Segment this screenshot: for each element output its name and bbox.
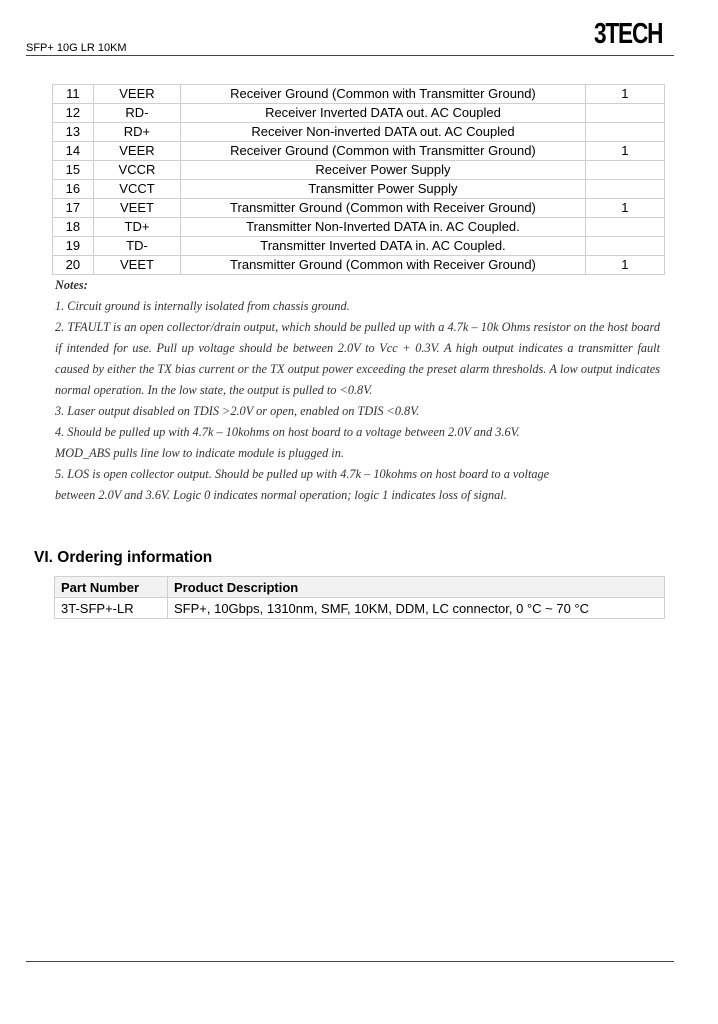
pin-number: 14 <box>53 142 94 161</box>
table-row <box>53 199 665 218</box>
pin-note-ref <box>585 161 664 180</box>
pin-note-ref <box>585 180 664 199</box>
pin-description: Receiver Non-inverted DATA out. AC Coupled <box>181 123 586 142</box>
table-row <box>53 218 665 237</box>
notes-title: Notes: <box>55 278 88 292</box>
note-4-continued: MOD_ABS pulls line low to indicate module is plugged in. <box>55 446 344 460</box>
pin-number: 12 <box>53 104 94 123</box>
pin-description: Receiver Power Supply <box>181 161 586 180</box>
table-row <box>53 256 665 275</box>
brand-logo: 3TECH <box>594 18 663 50</box>
pin-note-ref <box>585 123 664 142</box>
pin-description: Transmitter Non-Inverted DATA in. AC Coupled. <box>181 218 586 237</box>
part-number-cell: 3T-SFP+-LR <box>55 598 168 619</box>
pin-number: 19 <box>53 237 94 256</box>
ordering-section-heading: VI. Ordering information <box>34 549 213 566</box>
pin-number: 18 <box>53 218 94 237</box>
pin-name: VCCT <box>93 180 180 199</box>
ordering-table <box>54 576 665 619</box>
column-header-product-description: Product Description <box>168 577 665 598</box>
pin-name: RD- <box>93 104 180 123</box>
pin-note-ref <box>585 218 664 237</box>
table-row <box>53 104 665 123</box>
pin-note-ref: 1 <box>585 256 664 275</box>
pin-name: VCCR <box>93 161 180 180</box>
note-3: 3. Laser output disabled on TDIS >2.0V or open, enabled on TDIS <0.8V. <box>55 404 420 418</box>
note-2: 2. TFAULT is an open collector/drain output, which should be pulled up with a 4.7k – 10k Ohms resistor on the host board if intended for use. Pull up voltage should be between 2.0V to Vcc + 0.3V. A high output indicates a transmitter fault caused by either the TX bias current or the TX output power exceeding the preset alarm thresholds. A low output indicates normal operation. In the low state, the output is pulled to <0.8V. <box>55 320 660 397</box>
pin-name: TD- <box>93 237 180 256</box>
pin-description: Transmitter Ground (Common with Receiver Ground) <box>181 199 586 218</box>
table-row <box>55 598 665 619</box>
note-5: 5. LOS is open collector output. Should be pulled up with 4.7k – 10kohms on host board to a voltage <box>55 467 550 481</box>
pin-number: 13 <box>53 123 94 142</box>
pin-name: VEER <box>93 85 180 104</box>
note-1: 1. Circuit ground is internally isolated from chassis ground. <box>55 299 350 313</box>
pin-number: 15 <box>53 161 94 180</box>
pin-note-ref: 1 <box>585 199 664 218</box>
table-header-row <box>55 577 665 598</box>
pin-description: Transmitter Inverted DATA in. AC Coupled. <box>181 237 586 256</box>
pin-name: VEER <box>93 142 180 161</box>
table-row <box>53 85 665 104</box>
table-row <box>53 180 665 199</box>
pin-description: Transmitter Power Supply <box>181 180 586 199</box>
table-row <box>53 142 665 161</box>
pin-description: Receiver Inverted DATA out. AC Coupled <box>181 104 586 123</box>
pin-note-ref: 1 <box>585 142 664 161</box>
pin-note-ref: 1 <box>585 85 664 104</box>
pin-number: 17 <box>53 199 94 218</box>
pin-number: 20 <box>53 256 94 275</box>
table-row <box>53 237 665 256</box>
pin-name: VEET <box>93 199 180 218</box>
pin-number: 16 <box>53 180 94 199</box>
document-header-title: SFP+ 10G LR 10KM <box>26 42 127 54</box>
pin-note-ref <box>585 104 664 123</box>
product-description-cell: SFP+, 10Gbps, 1310nm, SMF, 10KM, DDM, LC connector, 0 °C ~ 70 °C <box>168 598 665 619</box>
footer-divider <box>26 961 674 962</box>
pin-definition-table <box>52 84 665 275</box>
pin-name: VEET <box>93 256 180 275</box>
pin-description: Receiver Ground (Common with Transmitter Ground) <box>181 142 586 161</box>
pin-description: Transmitter Ground (Common with Receiver Ground) <box>181 256 586 275</box>
pin-name: RD+ <box>93 123 180 142</box>
header-divider <box>26 55 674 56</box>
notes-section <box>55 275 660 506</box>
note-4: 4. Should be pulled up with 4.7k – 10kohms on host board to a voltage between 2.0V and 3.6V. <box>55 425 520 439</box>
pin-description: Receiver Ground (Common with Transmitter Ground) <box>181 85 586 104</box>
pin-name: TD+ <box>93 218 180 237</box>
note-5-continued: between 2.0V and 3.6V. Logic 0 indicates normal operation; logic 1 indicates loss of signal. <box>55 488 507 502</box>
table-row <box>53 161 665 180</box>
pin-note-ref <box>585 237 664 256</box>
pin-number: 11 <box>53 85 94 104</box>
table-row <box>53 123 665 142</box>
column-header-part-number: Part Number <box>55 577 168 598</box>
